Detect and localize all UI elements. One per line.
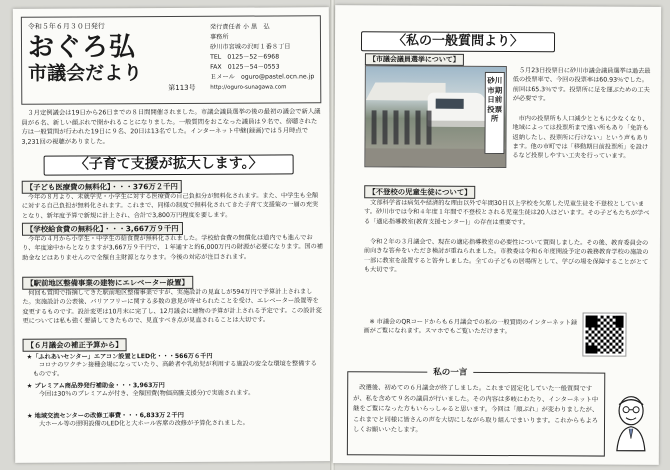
budget-text-center: 大ホール等の照明設備のLED化と大ホール客席の改修が予算化されました。 [38,419,249,428]
my-words-text: 改選後、初めての６月議会が終了しました。これまで固定化していた一般質問ですが、私を含めて９名の議員が行いました。その内容は多岐にわたり、インターネット中継をご覧になった方もいらっしゃると思います。今回は「顔ぶれ」が変わりましたが、これまでと同様に皆さんの声を大切にしながら取り組んでまいります。これからもよろしくお願いいたします。 [352,384,599,434]
fax: FAX 0125－54－0553 [210,63,280,71]
election-heading: 【市議会議員選挙について】 [365,53,464,66]
section-heading-medical: 【子ども医療費の無料化】・・・376万２千円 [22,180,182,194]
my-words-title: 私の一言 [427,366,473,378]
section-text-elevator: 何回も質問で指摘してきた駅前地区整備事業ですが、実施設計の見直しが594万円で予算計上されました。実施設計の公表後、バリアフリーに関する多数の意見が寄せられたことを受け、エレベーター設置等を変更するものです。設計変更は10月末に完了し、12月議会に建物の予算が計上される予定です。この設計変更については私も強く要請してきたもので、見直すべき点が見直されることは大切です。 [22,288,322,325]
section-heading-lunch: 【学校給食費の無料化】・・・3,667万９千円 [22,222,183,236]
section-text-lunch: 今年の４月から小学生・中学生の給食費が無料化されました。学校給食費の無償化は道内でも進んでおり、年度途中からとなりますが3,667万９千円で、１年通すと約6,000万円の財源が必要になります。国の補助金などはありませんので全額自主財源となります。今後の対応が注目されます。 [22,234,323,262]
phone: TEL 0125－52－6968 [210,53,280,61]
intro-paragraph: ３月定例議会は19日から26日までの８日間開催されました。市議会議員選挙の後の最初の議会で新人議員が６名、新しい顔ぶれで開かれることになりました。一般質問をおこなった議員は９名で、傍聴された方は一般質問が行われた19日に９名、20日は13名でした。インターネット中継(録画)では５月時点で3,231回の視聴がありました。 [21,108,321,146]
email: Ｅメール oguro@pastel.ocn.ne.jp [210,73,315,81]
truancy-text-2: 令和２年の３月議会で、現在の適応指導教室の必要性について質問しました。その後、教育委員会の前向きな答弁をいただき検討が重ねられました。市教委は令和６年度開設予定の義務教育学校の施設の一部に教室を設置すると答弁しました。全ての子どもの居場所として、学びの場を保障することがとても大切です。 [363,238,649,274]
childcare-banner: 〈子育て支援が拡大します。〉 [44,154,294,175]
address: 砂川市宮城の沢町１番８丁目 [209,43,291,51]
budget-item-voucher: ★ プレミアム商品券発行補助金・・・3,963万円 [26,382,165,390]
budget-item-center: ★ 地域交流センターの改修工事費・・・6,833万２千円 [26,411,184,420]
publisher-info [210,22,318,93]
newsletter-subtitle: 市議会だより [28,62,143,85]
website-url: http://oguro-sunagawa.com [210,84,287,91]
election-text-2: 市内の投票所も人口減少とともに少なくなり、地域によっては投票所まで遠い所もあり「免許も返納したし、投票所に行けない」という声もあります。他の市町では「移動期日前投票所」を設けるなど投票しやすい工夫を行っています。 [512,115,649,160]
author-caricature [611,393,651,453]
truancy-heading: 【不登校の児童生徒について】 [364,185,475,199]
qr-note: ※ 市議会のQRコードからも６月議会での私の一般質問のインターネット録画がご覧になれます。スマホでもご覧いただけます。 [363,318,578,336]
budget-item-aircon: ★「ふれあいセンター」エアコン設置とLED化・・・566万６千円 [26,352,213,361]
people-shape [371,110,431,144]
publisher: 発行責任者 小 黒 弘 [209,23,270,31]
section-text-medical: 今年の８月より、未就学児・小学生に対する医療費の自己負担分が無料化されます。また、中学生も全額に対する自己負担が無料化されます。これまで、同様の制度で無料化されてきた子育て支援策の一層の充実となり、新年度予算で新規に計上され、合計で3,800万円程度を要します。 [21,192,319,220]
office-label: 事務所 [209,33,229,41]
newsletter-left-page [13,7,331,463]
masthead [21,15,321,105]
issue-date: 令和５年６月３０日発行 [27,22,105,31]
budget-text-voucher: 今回は30％のプレミアムが付き、全額国費(物価高騰支援分)で実施されます。 [38,389,255,398]
van-shape [428,93,486,127]
section-heading-budget: 【６月議会の補正予算から】 [23,338,127,352]
election-text-1: ５月23日投票日に砂川市議会議員選挙は過去最低の投票率で、今回の投票率は60.93％でした。前回は65.3％です。投票所に足を運ぶための工夫が必要です。 [512,67,651,103]
newsletter-name: おぐろ弘 [27,32,137,63]
newsletter-right-page [333,5,661,465]
truancy-text-1: 文部科学省は病気や経済的な理由以外で年間30日以上学校を欠席した児童生徒を不登校としています。砂川市では令和４年度１年間で不登校とされる児童生徒は20人ほどいます。その子どもたちが学べる「適応指導教室(教育支援センター)」の存在は重要です。 [364,199,650,226]
budget-text-aircon: コロナのワクチン接種会場になっていたり、高齢者や乳幼児が利用する施設の安全な環境を整備するものです。 [32,360,317,379]
voting-sign: 砂川市期日前投票所 [484,72,504,154]
section-heading-elevator: 【駅前地区整備事業の建物にエレベーター設置】 [22,276,193,290]
issue-number: 第113号 [168,83,196,93]
general-question-banner: 〈私の一般質問より〉 [361,31,555,52]
qr-code[interactable] [583,313,625,355]
masthead-title-block [27,21,206,93]
